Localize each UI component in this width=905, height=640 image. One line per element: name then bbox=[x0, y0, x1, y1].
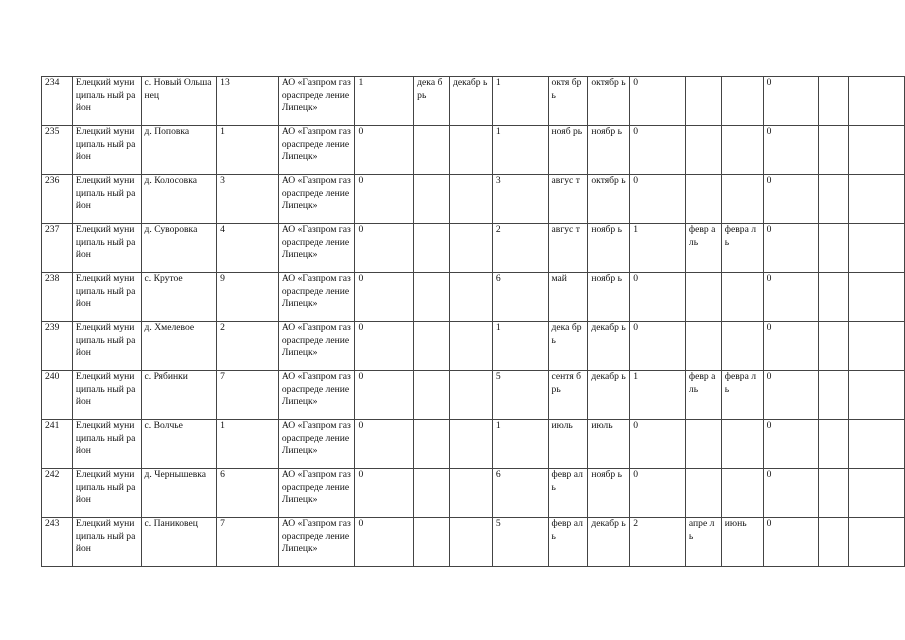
extra-cell-1 bbox=[819, 371, 849, 420]
district-cell: Елецкий муниципаль ный район bbox=[72, 175, 141, 224]
done-start-cell: октя брь bbox=[548, 77, 588, 126]
next-end-cell bbox=[721, 77, 763, 126]
plan-end-cell bbox=[450, 175, 493, 224]
done-end-cell: ноябр ь bbox=[588, 224, 630, 273]
done-end-cell: октябр ь bbox=[588, 77, 630, 126]
plan-end-cell bbox=[450, 126, 493, 175]
extra-cell-2 bbox=[849, 420, 905, 469]
plan-count-cell: 0 bbox=[355, 126, 414, 175]
next-start-cell bbox=[685, 322, 721, 371]
organization-cell: АО «Газпром газораспреде ление Липецк» bbox=[278, 322, 355, 371]
extra-cell-2 bbox=[849, 273, 905, 322]
next-count-cell: 0 bbox=[630, 77, 686, 126]
district-cell: Елецкий муниципаль ный район bbox=[72, 420, 141, 469]
count-cell: 2 bbox=[217, 322, 279, 371]
settlement-cell: с. Новый Ольшанец bbox=[141, 77, 217, 126]
organization-cell: АО «Газпром газораспреде ление Липецк» bbox=[278, 371, 355, 420]
extra-cell-1 bbox=[819, 224, 849, 273]
district-cell: Елецкий муниципаль ный район bbox=[72, 126, 141, 175]
plan-count-cell: 0 bbox=[355, 224, 414, 273]
extra-cell-2 bbox=[849, 322, 905, 371]
settlement-cell: д. Суворовка bbox=[141, 224, 217, 273]
done-count-cell: 5 bbox=[492, 371, 548, 420]
plan-end-cell bbox=[450, 420, 493, 469]
done-start-cell: февр аль bbox=[548, 469, 588, 518]
district-cell: Елецкий муниципаль ный район bbox=[72, 371, 141, 420]
row-number: 239 bbox=[42, 322, 73, 371]
plan-count-cell: 1 bbox=[355, 77, 414, 126]
next-end-cell bbox=[721, 126, 763, 175]
next-start-cell bbox=[685, 126, 721, 175]
count-cell: 13 bbox=[217, 77, 279, 126]
row-number: 243 bbox=[42, 518, 73, 567]
done-start-cell: дека брь bbox=[548, 322, 588, 371]
extra-cell-2 bbox=[849, 469, 905, 518]
table-row bbox=[42, 126, 905, 175]
row-number: 240 bbox=[42, 371, 73, 420]
plan-count-cell: 0 bbox=[355, 518, 414, 567]
table-row bbox=[42, 469, 905, 518]
next-count-cell: 1 bbox=[630, 371, 686, 420]
next-start-cell: февр аль bbox=[685, 224, 721, 273]
district-cell: Елецкий муниципаль ный район bbox=[72, 224, 141, 273]
organization-cell: АО «Газпром газораспреде ление Липецк» bbox=[278, 273, 355, 322]
table-row bbox=[42, 518, 905, 567]
done-start-cell: июль bbox=[548, 420, 588, 469]
plan-start-cell bbox=[414, 224, 450, 273]
plan-end-cell bbox=[450, 371, 493, 420]
count-cell: 6 bbox=[217, 469, 279, 518]
remaining-count-cell: 0 bbox=[763, 322, 819, 371]
remaining-count-cell: 0 bbox=[763, 126, 819, 175]
plan-end-cell bbox=[450, 518, 493, 567]
done-end-cell: июль bbox=[588, 420, 630, 469]
row-number: 235 bbox=[42, 126, 73, 175]
plan-count-cell: 0 bbox=[355, 175, 414, 224]
done-end-cell: декабр ь bbox=[588, 371, 630, 420]
next-start-cell bbox=[685, 175, 721, 224]
organization-cell: АО «Газпром газораспреде ление Липецк» bbox=[278, 469, 355, 518]
table-row bbox=[42, 420, 905, 469]
done-count-cell: 6 bbox=[492, 273, 548, 322]
table-row bbox=[42, 224, 905, 273]
table-row bbox=[42, 175, 905, 224]
next-start-cell bbox=[685, 77, 721, 126]
district-cell: Елецкий муниципаль ный район bbox=[72, 469, 141, 518]
settlement-cell: д. Чернышевка bbox=[141, 469, 217, 518]
plan-start-cell bbox=[414, 175, 450, 224]
done-start-cell: нояб рь bbox=[548, 126, 588, 175]
count-cell: 9 bbox=[217, 273, 279, 322]
done-end-cell: ноябр ь bbox=[588, 126, 630, 175]
row-number: 241 bbox=[42, 420, 73, 469]
plan-end-cell bbox=[450, 322, 493, 371]
done-end-cell: ноябр ь bbox=[588, 273, 630, 322]
extra-cell-2 bbox=[849, 518, 905, 567]
next-start-cell bbox=[685, 273, 721, 322]
plan-start-cell bbox=[414, 518, 450, 567]
remaining-count-cell: 0 bbox=[763, 371, 819, 420]
count-cell: 7 bbox=[217, 518, 279, 567]
count-cell: 1 bbox=[217, 420, 279, 469]
plan-end-cell bbox=[450, 273, 493, 322]
done-start-cell: авгус т bbox=[548, 224, 588, 273]
next-start-cell: апре ль bbox=[685, 518, 721, 567]
extra-cell-2 bbox=[849, 77, 905, 126]
settlement-cell: с. Крутое bbox=[141, 273, 217, 322]
table-row bbox=[42, 371, 905, 420]
count-cell: 7 bbox=[217, 371, 279, 420]
extra-cell-1 bbox=[819, 126, 849, 175]
next-end-cell: февра ль bbox=[721, 371, 763, 420]
next-count-cell: 0 bbox=[630, 469, 686, 518]
next-end-cell bbox=[721, 273, 763, 322]
district-cell: Елецкий муниципаль ный район bbox=[72, 273, 141, 322]
plan-count-cell: 0 bbox=[355, 420, 414, 469]
next-count-cell: 2 bbox=[630, 518, 686, 567]
done-count-cell: 2 bbox=[492, 224, 548, 273]
table-row bbox=[42, 77, 905, 126]
next-count-cell: 0 bbox=[630, 420, 686, 469]
next-start-cell bbox=[685, 469, 721, 518]
remaining-count-cell: 0 bbox=[763, 420, 819, 469]
plan-start-cell bbox=[414, 126, 450, 175]
district-cell: Елецкий муниципаль ный район bbox=[72, 518, 141, 567]
done-end-cell: декабр ь bbox=[588, 518, 630, 567]
done-end-cell: октябр ь bbox=[588, 175, 630, 224]
count-cell: 4 bbox=[217, 224, 279, 273]
row-number: 234 bbox=[42, 77, 73, 126]
remaining-count-cell: 0 bbox=[763, 273, 819, 322]
done-count-cell: 1 bbox=[492, 420, 548, 469]
extra-cell-1 bbox=[819, 420, 849, 469]
done-start-cell: май bbox=[548, 273, 588, 322]
remaining-count-cell: 0 bbox=[763, 175, 819, 224]
extra-cell-2 bbox=[849, 175, 905, 224]
plan-count-cell: 0 bbox=[355, 322, 414, 371]
plan-start-cell bbox=[414, 371, 450, 420]
next-end-cell bbox=[721, 175, 763, 224]
plan-count-cell: 0 bbox=[355, 371, 414, 420]
settlement-cell: с. Волчье bbox=[141, 420, 217, 469]
next-count-cell: 0 bbox=[630, 273, 686, 322]
plan-end-cell bbox=[450, 469, 493, 518]
extra-cell-1 bbox=[819, 322, 849, 371]
table-row bbox=[42, 322, 905, 371]
next-end-cell: июнь bbox=[721, 518, 763, 567]
plan-count-cell: 0 bbox=[355, 469, 414, 518]
settlement-cell: д. Хмелевое bbox=[141, 322, 217, 371]
next-end-cell bbox=[721, 469, 763, 518]
next-count-cell: 0 bbox=[630, 322, 686, 371]
row-number: 236 bbox=[42, 175, 73, 224]
next-end-cell bbox=[721, 420, 763, 469]
next-end-cell bbox=[721, 322, 763, 371]
done-count-cell: 1 bbox=[492, 322, 548, 371]
next-count-cell: 0 bbox=[630, 126, 686, 175]
done-end-cell: ноябр ь bbox=[588, 469, 630, 518]
done-count-cell: 5 bbox=[492, 518, 548, 567]
remaining-count-cell: 0 bbox=[763, 77, 819, 126]
organization-cell: АО «Газпром газораспреде ление Липецк» bbox=[278, 175, 355, 224]
plan-start-cell bbox=[414, 420, 450, 469]
count-cell: 1 bbox=[217, 126, 279, 175]
plan-start-cell bbox=[414, 469, 450, 518]
extra-cell-2 bbox=[849, 126, 905, 175]
extra-cell-1 bbox=[819, 175, 849, 224]
settlement-cell: с. Паниковец bbox=[141, 518, 217, 567]
extra-cell-2 bbox=[849, 224, 905, 273]
row-number: 237 bbox=[42, 224, 73, 273]
row-number: 242 bbox=[42, 469, 73, 518]
count-cell: 3 bbox=[217, 175, 279, 224]
done-count-cell: 3 bbox=[492, 175, 548, 224]
plan-start-cell bbox=[414, 322, 450, 371]
organization-cell: АО «Газпром газораспреде ление Липецк» bbox=[278, 77, 355, 126]
plan-start-cell bbox=[414, 273, 450, 322]
extra-cell-1 bbox=[819, 469, 849, 518]
settlement-cell: д. Колосовка bbox=[141, 175, 217, 224]
done-count-cell: 1 bbox=[492, 77, 548, 126]
organization-cell: АО «Газпром газораспреде ление Липецк» bbox=[278, 420, 355, 469]
done-count-cell: 6 bbox=[492, 469, 548, 518]
settlement-cell: с. Рябинки bbox=[141, 371, 217, 420]
district-cell: Елецкий муниципаль ный район bbox=[72, 322, 141, 371]
next-count-cell: 1 bbox=[630, 224, 686, 273]
done-start-cell: авгус т bbox=[548, 175, 588, 224]
table-row bbox=[42, 273, 905, 322]
organization-cell: АО «Газпром газораспреде ление Липецк» bbox=[278, 224, 355, 273]
organization-cell: АО «Газпром газораспреде ление Липецк» bbox=[278, 518, 355, 567]
plan-end-cell bbox=[450, 224, 493, 273]
row-number: 238 bbox=[42, 273, 73, 322]
organization-cell: АО «Газпром газораспреде ление Липецк» bbox=[278, 126, 355, 175]
remaining-count-cell: 0 bbox=[763, 469, 819, 518]
remaining-count-cell: 0 bbox=[763, 518, 819, 567]
done-count-cell: 1 bbox=[492, 126, 548, 175]
extra-cell-1 bbox=[819, 518, 849, 567]
plan-end-cell: декабр ь bbox=[450, 77, 493, 126]
next-count-cell: 0 bbox=[630, 175, 686, 224]
extra-cell-2 bbox=[849, 371, 905, 420]
remaining-count-cell: 0 bbox=[763, 224, 819, 273]
plan-count-cell: 0 bbox=[355, 273, 414, 322]
extra-cell-1 bbox=[819, 77, 849, 126]
done-end-cell: декабр ь bbox=[588, 322, 630, 371]
next-start-cell: февр аль bbox=[685, 371, 721, 420]
extra-cell-1 bbox=[819, 273, 849, 322]
next-start-cell bbox=[685, 420, 721, 469]
district-cell: Елецкий муниципаль ный район bbox=[72, 77, 141, 126]
done-start-cell: сентя брь bbox=[548, 371, 588, 420]
plan-start-cell: дека брь bbox=[414, 77, 450, 126]
settlement-cell: д. Поповка bbox=[141, 126, 217, 175]
done-start-cell: февр аль bbox=[548, 518, 588, 567]
next-end-cell: февра ль bbox=[721, 224, 763, 273]
gasification-table bbox=[41, 76, 905, 567]
